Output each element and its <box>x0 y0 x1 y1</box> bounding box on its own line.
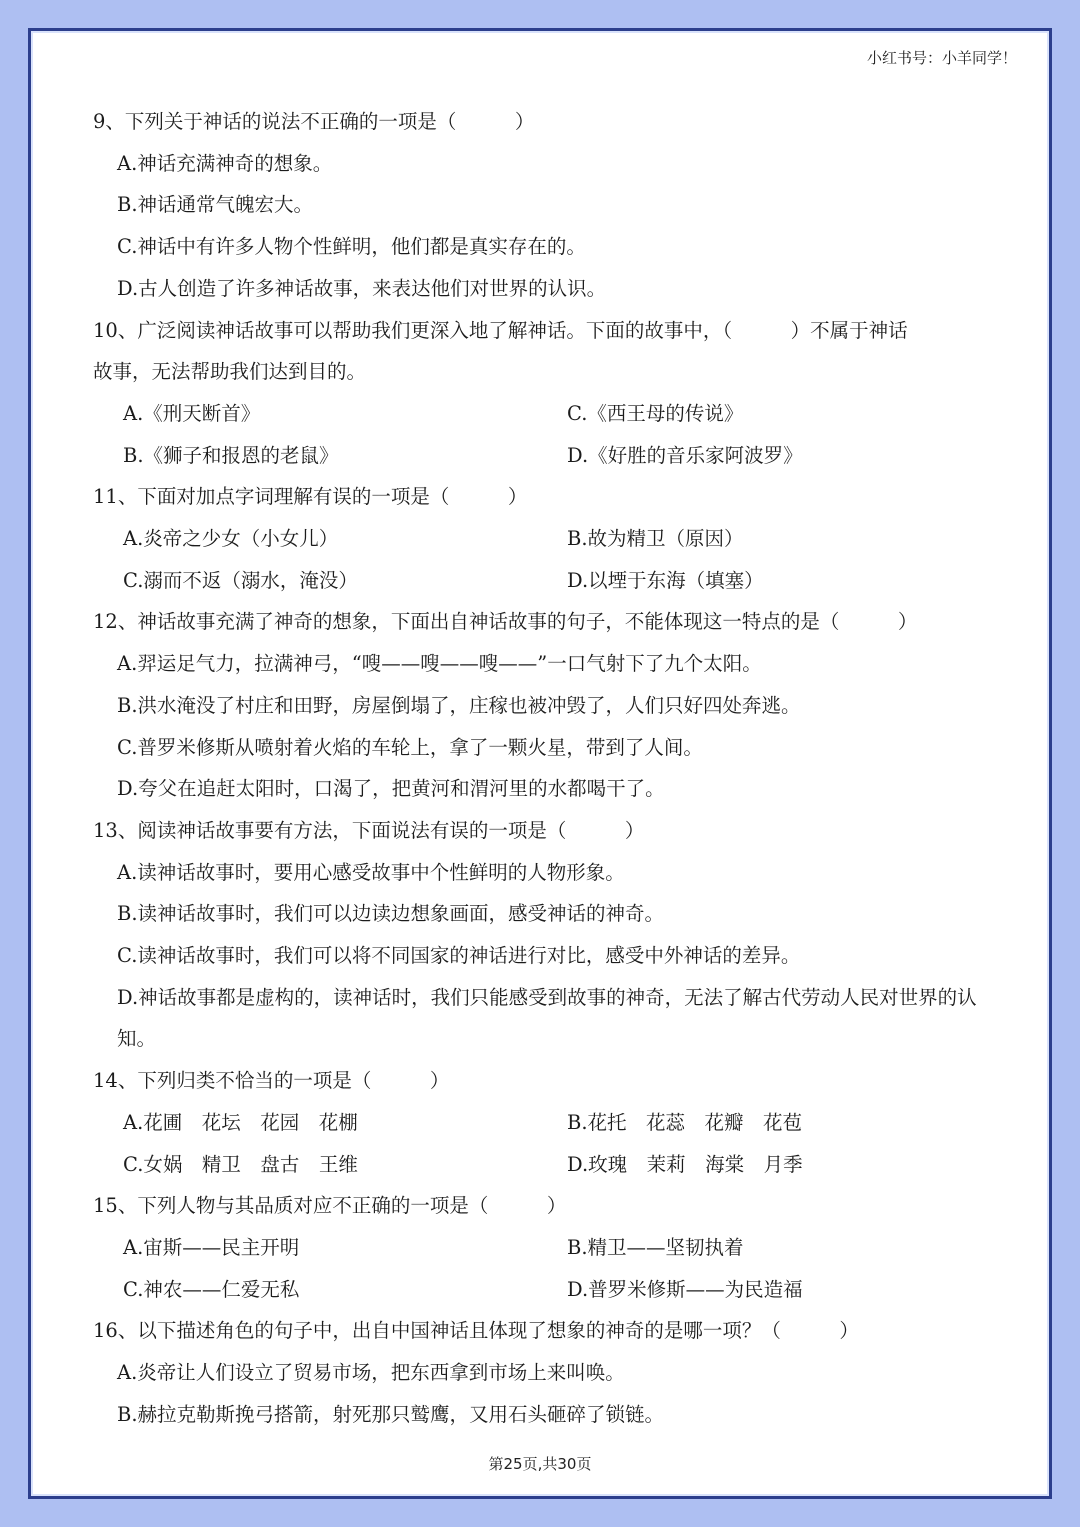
option-row <box>93 560 993 602</box>
watermark: 小红书号：小羊同学！ <box>866 49 1017 67</box>
option: C.女娲 精卫 盘古 王维 <box>123 1152 358 1176</box>
question-stem: 14、下列归类不恰当的一项是（ ） <box>93 1069 450 1093</box>
question-stem: 9、下列关于神话的说法不正确的一项是（ ） <box>93 110 535 133</box>
option: A.宙斯——民主开明 <box>123 1235 300 1259</box>
option: B.故为精卫（原因） <box>567 527 744 551</box>
option: B.精卫——坚韧执着 <box>567 1235 744 1259</box>
question-list <box>93 101 993 1436</box>
option: A.《刑天断首》 <box>123 401 261 425</box>
question-stem: 13、阅读神话故事要有方法，下面说法有误的一项是（ ） <box>93 818 645 842</box>
option-row <box>93 1144 993 1186</box>
option: C.神话中有许多人物个性鲜明，他们都是真实存在的。 <box>117 235 586 259</box>
option-row <box>93 518 993 560</box>
page-frame <box>28 28 1052 1499</box>
option: B.花托 花蕊 花瓣 花苞 <box>567 1110 803 1134</box>
option: D.古人创造了许多神话故事，来表达他们对世界的认识。 <box>117 276 607 300</box>
option: B.读神话故事时，我们可以边读边想象画面，感受神话的神奇。 <box>117 902 665 926</box>
option: B.神话通常气魄宏大。 <box>117 193 314 217</box>
option: D.《好胜的音乐家阿波罗》 <box>567 443 803 467</box>
question-stem: 11、下面对加点字词理解有误的一项是（ ） <box>93 485 528 509</box>
question-stem: 16、以下描述角色的句子中，出自中国神话且体现了想象的神奇的是哪一项？（ ） <box>93 1319 859 1343</box>
option: C.溺而不返（溺水，淹没） <box>123 568 358 592</box>
option: A.神话充满神奇的想象。 <box>117 151 333 175</box>
question-stem: 10、广泛阅读神话故事可以帮助我们更深入地了解神话。下面的故事中，（ ）不属于神话 <box>93 318 908 342</box>
option: D.夸父在追赶太阳时，口渴了，把黄河和渭河里的水都喝干了。 <box>117 777 665 801</box>
option: C.神农——仁爱无私 <box>123 1277 300 1301</box>
option: C.《西王母的传说》 <box>567 401 744 425</box>
option: B.赫拉克勒斯挽弓搭箭，射死那只鹫鹰，又用石头砸碎了锁链。 <box>117 1402 665 1426</box>
option: A.花圃 花坛 花园 花棚 <box>123 1110 358 1134</box>
option: D.神话故事都是虚构的，读神话时，我们只能感受到故事的神奇，无法了解古代劳动人民对世界的认知。 <box>117 985 977 1051</box>
option: D.以堙于东海（填塞） <box>567 568 764 592</box>
question-stem-continued: 故事，无法帮助我们达到目的。 <box>93 360 367 384</box>
option: A.羿运足气力，拉满神弓，“嗖——嗖——嗖——”一口气射下了九个太阳。 <box>117 652 762 676</box>
question-stem: 15、下列人物与其品质对应不正确的一项是（ ） <box>93 1194 567 1218</box>
option: A.读神话故事时，要用心感受故事中个性鲜明的人物形象。 <box>117 860 625 884</box>
option: C.读神话故事时，我们可以将不同国家的神话进行对比，感受中外神话的差异。 <box>117 944 801 968</box>
option-row <box>93 435 993 477</box>
option: D.玫瑰 茉莉 海棠 月季 <box>567 1152 803 1176</box>
option: B.洪水淹没了村庄和田野，房屋倒塌了，庄稼也被冲毁了，人们只好四处奔逃。 <box>117 693 801 717</box>
page-number: 第25页,共30页 <box>488 1455 592 1473</box>
option-row <box>93 1102 993 1144</box>
option: A.炎帝之少女（小女儿） <box>123 527 339 551</box>
option: D.普罗米修斯——为民造福 <box>567 1277 803 1301</box>
question-stem: 12、神话故事充满了神奇的想象，下面出自神话故事的句子，不能体现这一特点的是（ ） <box>93 610 918 634</box>
option-row <box>93 1269 993 1311</box>
option-row <box>93 1227 993 1269</box>
option: A.炎帝让人们设立了贸易市场，把东西拿到市场上来叫唤。 <box>117 1361 625 1385</box>
option-row <box>93 393 993 435</box>
option: C.普罗米修斯从喷射着火焰的车轮上，拿了一颗火星，带到了人间。 <box>117 735 703 759</box>
option: B.《狮子和报恩的老鼠》 <box>123 443 339 467</box>
